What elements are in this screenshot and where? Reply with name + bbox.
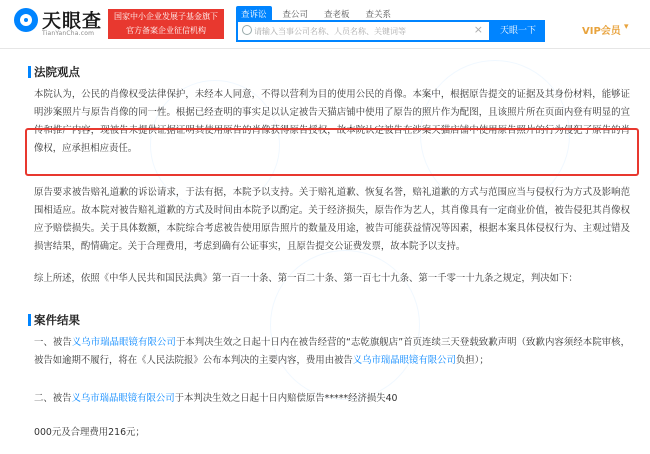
logo-domain: TianYanCha.com	[42, 30, 95, 37]
court-view-paragraph-3: 综上所述，依照《中华人民共和国民法典》第一百一十条、第一百二十条、第一百七十九条、第一千零一十九条之规定，判决如下：	[34, 273, 578, 284]
company-link[interactable]: 义乌市瑞晶眼镜有限公司	[71, 337, 176, 348]
search-icon	[242, 25, 252, 35]
tab-company[interactable]: 查公司	[282, 10, 309, 20]
tab-relation[interactable]: 查关系	[365, 10, 392, 20]
result-2-body: 于本判决生效之日起十日内赔偿原告*****经济损失40	[174, 393, 398, 404]
highlight-box	[25, 128, 639, 176]
court-view-paragraph-2: 原告要求被告赔礼道歉的诉讼请求，于法有据，本院予以支持。关于赔礼道歉、恢复名誉，赔礼道歉的方式与范围应当与侵权行为方式及影响范围相适应。故本院对被告赔礼道歉的方式及时间由本院予以酌定。关于经济损失，原告作为艺人，其肖像具有一定商业价值，被告侵犯其肖像权应予赔偿损失。关于具体数额，本院综合考虑被告使用原告照片的数量及用途，被告可能获益情况等因素，根据本案具体侵权行为、主观过错及损害结果，酌情确定。关于合理费用，考虑到确有公证事实，且原告提交公证费发票，故本院予以支持。	[34, 187, 630, 252]
clear-icon[interactable]: ×	[473, 23, 483, 36]
court-view-paragraph-1: 本院认为，公民的肖像权受法律保护，未经本人同意，不得以营利为目的使用公民的肖像。本案中，根据原告提交的证据及其身份材料，能够证明涉案照片与原告肖像的同一性。根据已经查明的事实足以认定被告天猫店铺中使用了原告的照片作为配图，且该照片所在页面内登有明显的宣传和推广内容，现被告未提供证据证明其使用原告的肖像获得原告授权，故本院认定被告在涉案天猫店铺中使用原告照片的行为侵犯了原告的肖像权，应承担相应责任。	[34, 89, 630, 154]
banner-line-2: 官方备案企业征信机构	[126, 26, 206, 35]
result-1-body: 于本判决生效之日起十日内在被告经营的“志乾旗舰店”首页连续三天登载致歉声明（致歉内容须经本院审核，被告如逾期不履行，将在《人民法院报》公布本判决的主要内容，费用由被告	[34, 337, 630, 366]
banner-line-1: 国家中小企业发展子基金旗下	[114, 12, 218, 21]
result-2-prefix: 二、被告	[34, 393, 72, 404]
logo-name: 天眼查	[42, 10, 103, 32]
company-link[interactable]: 义乌市瑞晶眼镜有限公司	[352, 355, 456, 366]
tab-lawsuit[interactable]: 查诉讼	[236, 6, 272, 22]
result-item-2	[34, 390, 630, 408]
tianyancha-logo[interactable]	[14, 5, 114, 41]
result-item-1	[34, 334, 630, 370]
search-button[interactable]: 天眼一下	[491, 20, 545, 42]
top-header	[0, 0, 650, 49]
chevron-down-icon[interactable]: ▾	[624, 22, 629, 32]
result-1-prefix: 一、被告	[34, 337, 72, 348]
company-link[interactable]: 义乌市瑞晶眼镜有限公司	[71, 393, 175, 404]
vip-member-link[interactable]: VIP会员	[582, 26, 621, 37]
judgment-content	[0, 50, 650, 454]
section-title-court-view: 法院观点	[34, 65, 80, 79]
search-box	[236, 20, 491, 42]
result-1-suffix: 负担）；	[455, 355, 489, 366]
result-item-2-continued: 000元及合理费用216元；	[34, 427, 145, 438]
section-title-case-result: 案件结果	[34, 313, 80, 327]
search-input[interactable]	[254, 24, 454, 38]
tab-boss[interactable]: 查老板	[324, 10, 350, 20]
promo-banner[interactable]	[108, 9, 224, 39]
eye-logo-icon	[14, 8, 38, 32]
